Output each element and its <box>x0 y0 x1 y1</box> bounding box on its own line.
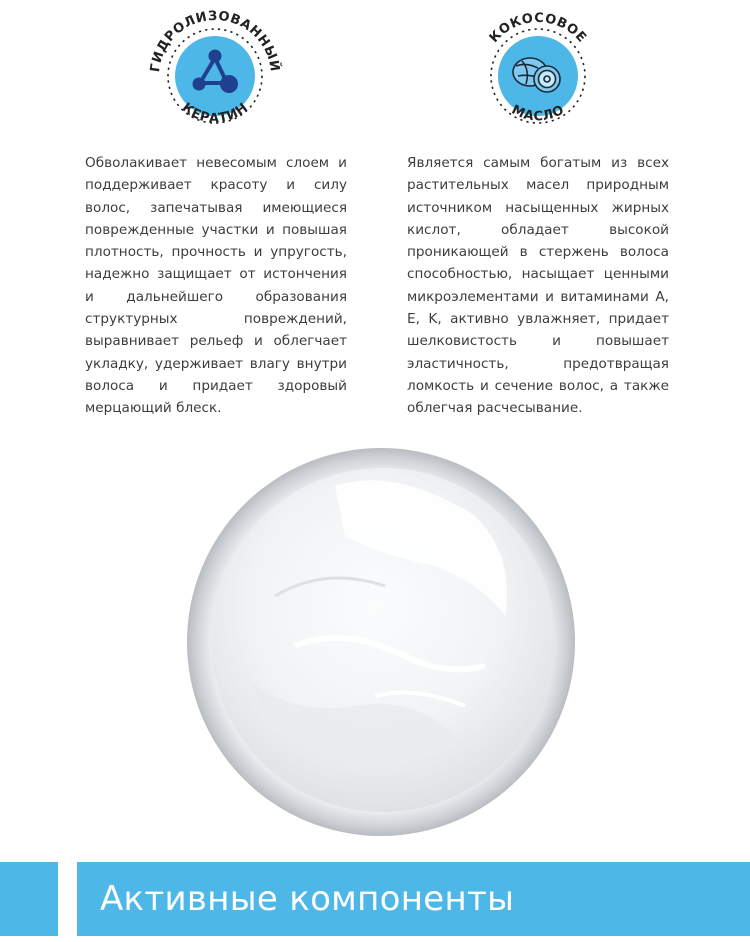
keratin-description: Обволакивает невесомым слоем и поддерживает красоту и силу волос, запечатывая имеющиеся поврежденные участки и повышая плотность, прочность и упругость, надежно защищает от истончения и дальнейшего образования структурных повреждений, выравнивает рельеф и облегчает укладку, удерживает влагу внутри волоса и придает здоровый мерцающий блеск. <box>85 155 347 417</box>
keratin-badge-top-text: ГИДРОЛИЗОВАННЫЙ <box>148 8 283 74</box>
keratin-badge <box>143 4 287 148</box>
cream-jar-image <box>185 446 577 838</box>
coconut-badge-bottom-text: МАСЛО <box>508 102 568 125</box>
banner-title: Активные компоненты <box>100 879 515 919</box>
banner-accent-block <box>0 862 58 936</box>
cream-jar-graphic <box>185 446 577 838</box>
coconut-badge-top-text: КОКОСОВОЕ <box>486 10 590 46</box>
coconut-badge-graphic <box>466 4 610 148</box>
keratin-badge-graphic <box>143 4 287 148</box>
coconut-badge <box>466 4 610 148</box>
keratin-badge-bottom-text: КЕРАТИН <box>178 100 252 127</box>
coconut-description: Является самым богатым из всех растительных масел природным источником насыщенных жирных кислот, обладает высокой проникающей в стержень волоса способностью, насыщает ценными микроэлементами и витаминами A, E, K, активно увлажняет, придает шелковистость и повышает эластичность, предотвращая ломкость и сечение волос, а также облегчая расчесывание. <box>407 155 669 417</box>
